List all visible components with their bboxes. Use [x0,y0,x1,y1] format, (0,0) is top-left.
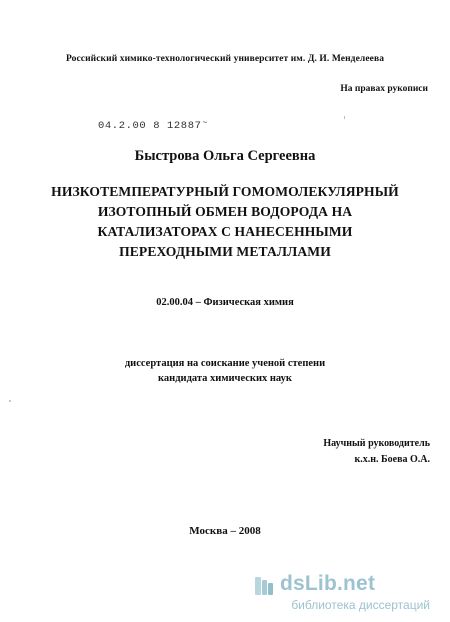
degree-line: кандидата химических наук [158,373,292,384]
title-line: НИЗКОТЕМПЕРАТУРНЫЙ ГОМОМОЛЕКУЛЯРНЫЙ [51,184,399,199]
author-name: Быстрова Ольга Сергеевна [134,148,316,164]
dissertation-title [0,182,450,262]
scan-speck [344,116,345,119]
registration-code-number: 04.2.00 8 12887 [98,120,202,132]
supervisor-name: к.х.н. Боева О.А. [354,454,430,465]
city-year: Москва – 2008 [189,525,261,537]
specialty-code: 02.00.04 – Физическая химия [156,297,294,308]
registration-code [98,120,208,132]
supervisor-block [323,436,430,468]
watermark-logo-text: dsLib.net [280,572,376,595]
registration-code-mark: ~ [202,119,208,128]
degree-line: диссертация на соискание ученой степени [124,358,326,369]
book-stack-icon [252,574,276,598]
university-name: Российский химико-технологический университет им. Д. И. Менделеева [65,54,385,64]
scan-speck [9,400,11,402]
title-line: ИЗОТОПНЫЙ ОБМЕН ВОДОРОДА НА [97,204,353,219]
supervisor-role: Научный руководитель [323,438,430,449]
title-line: КАТАЛИЗАТОРАХ С НАНЕСЕННЫМИ [97,224,353,239]
degree-statement [0,356,450,386]
dslib-watermark [252,572,430,614]
title-line: ПЕРЕХОДНЫМИ МЕТАЛЛАМИ [119,244,331,259]
manuscript-note: На правах рукописи [340,84,428,94]
watermark-tagline: библиотека диссертаций [291,598,430,612]
